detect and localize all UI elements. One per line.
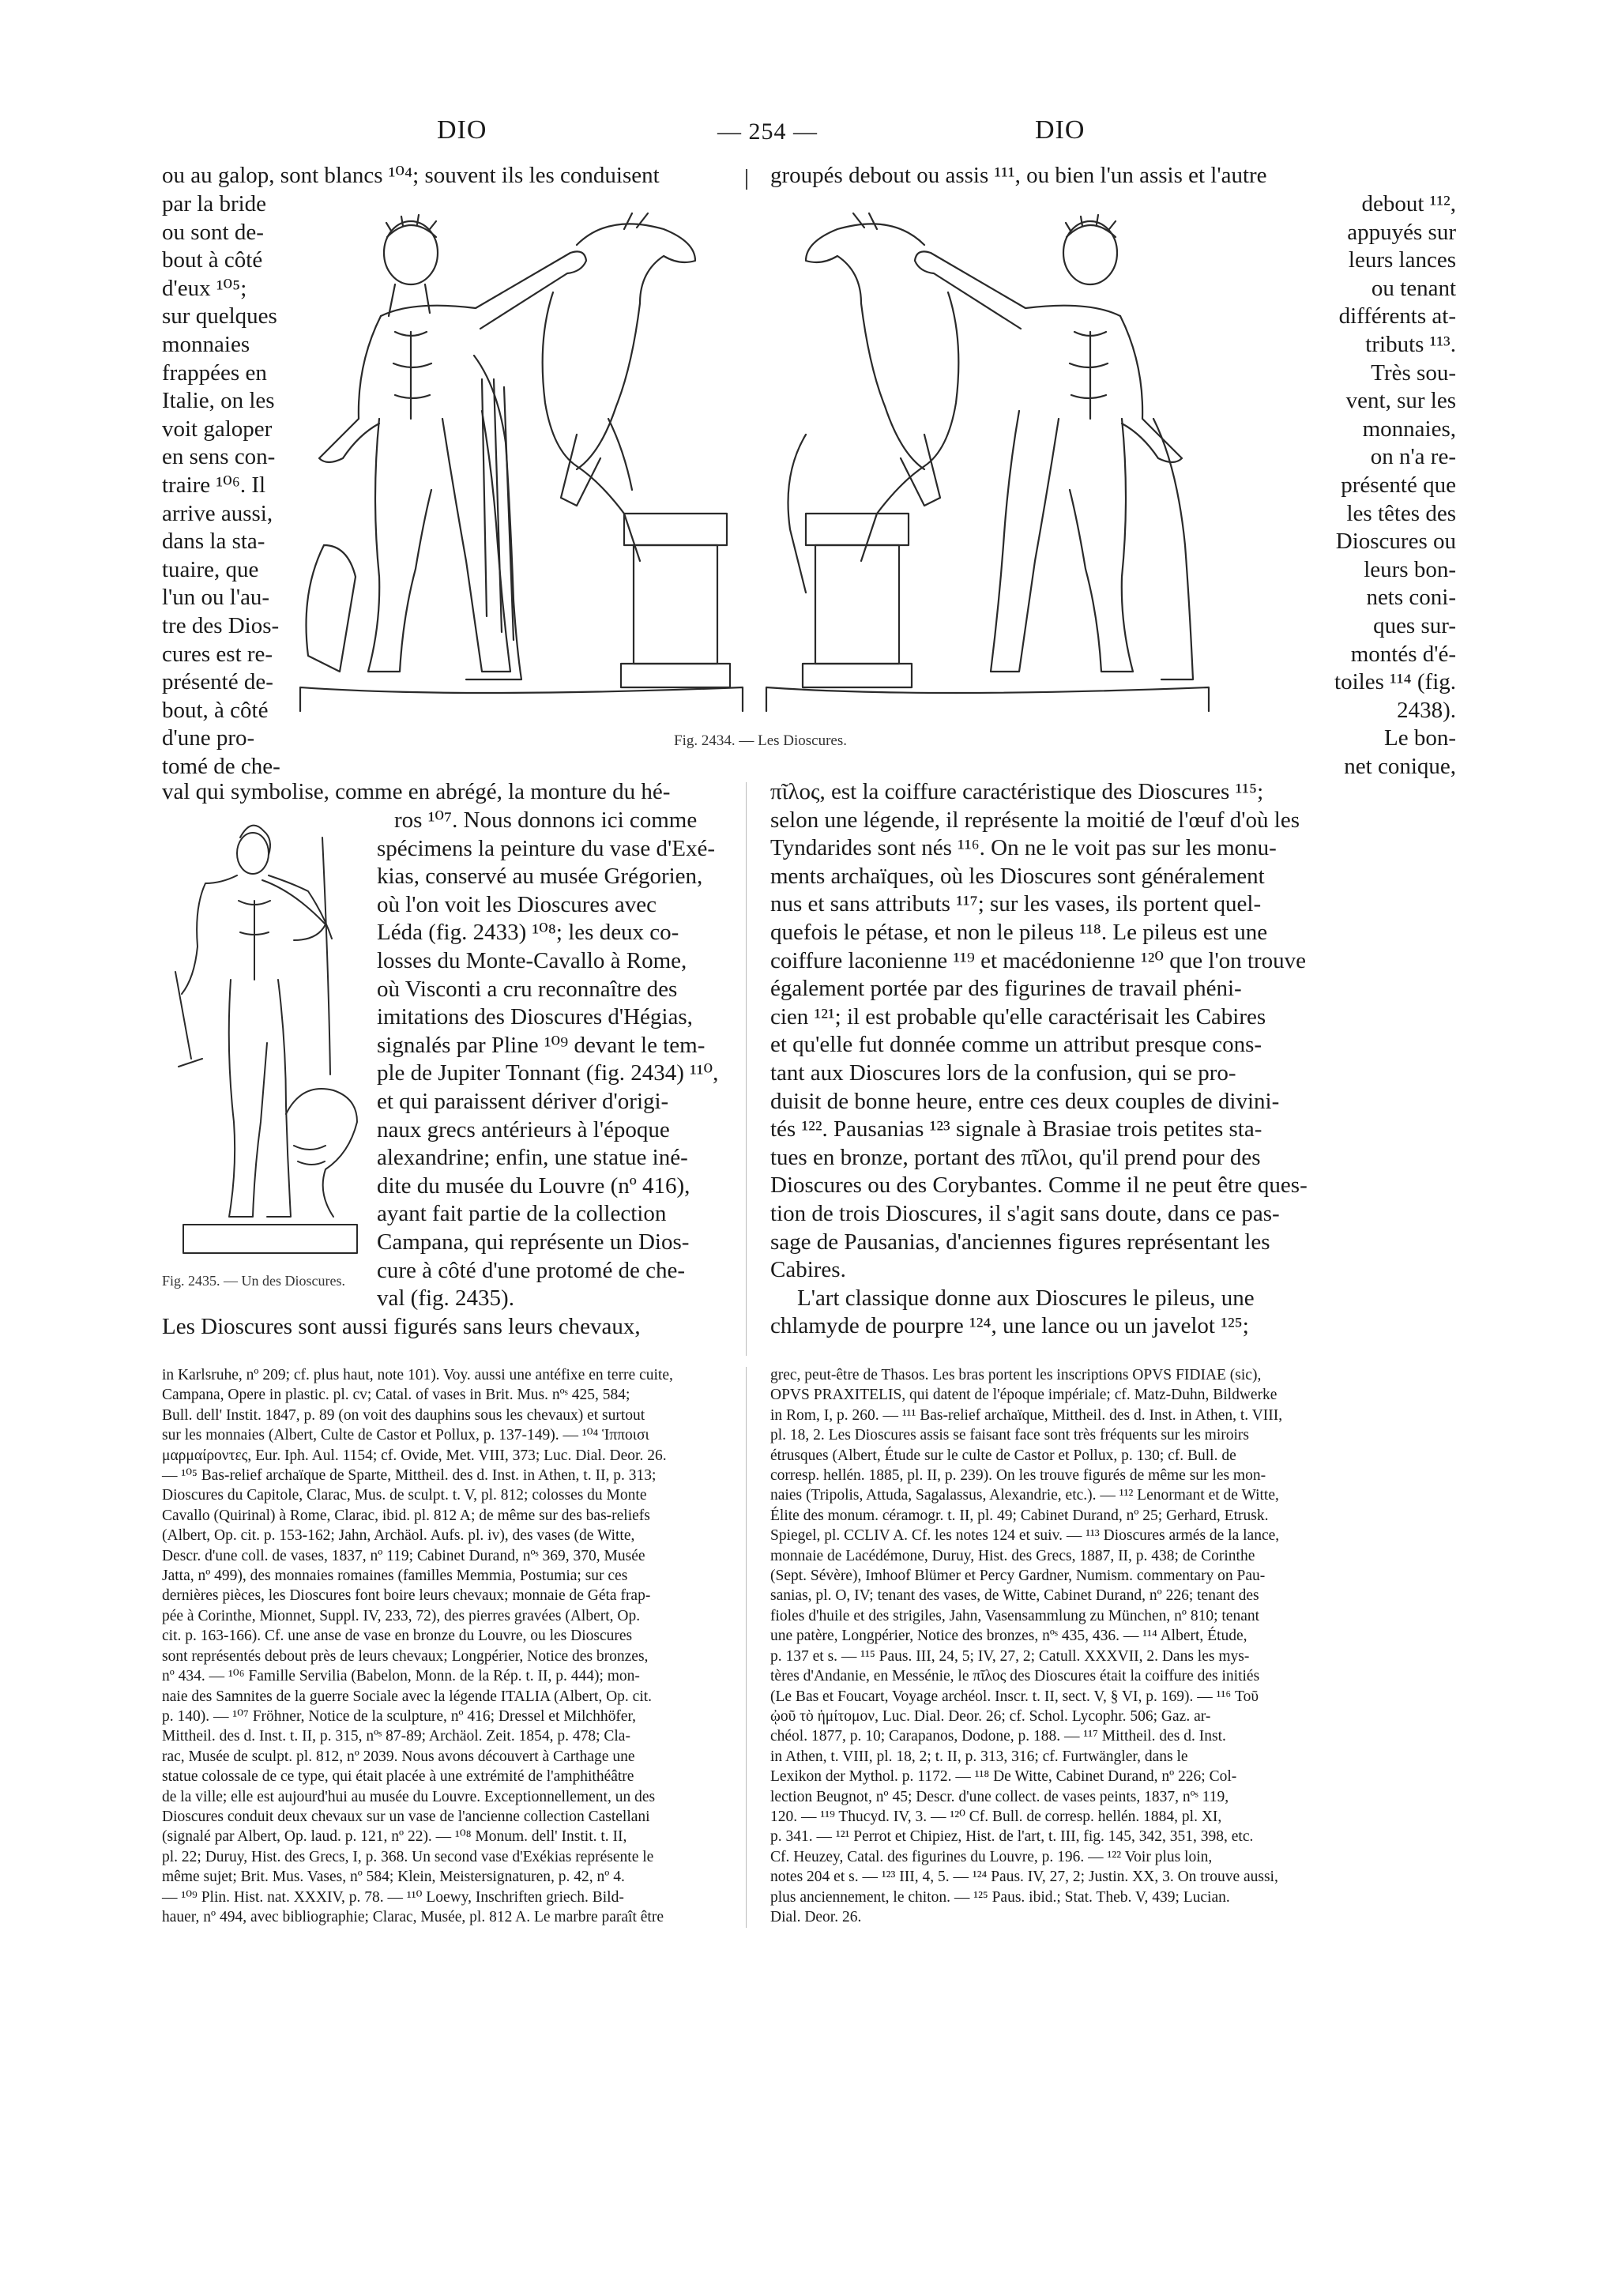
text-line: par la bride: [162, 191, 267, 216]
footnote-line: Dial. Deor. 26.: [770, 1908, 862, 1925]
text-line: duisit de bonne heure, entre ces deux couples de divini-: [770, 1088, 1280, 1114]
text-line: ros ¹⁰⁷. Nous donnons ici comme: [394, 807, 698, 833]
text-line: tomé de che-: [162, 753, 280, 779]
text-line: présenté que: [1341, 472, 1456, 498]
footnote-line: Élite des monum. céramogr. t. II, pl. 49; Cabinet Durand, nº 25; Gerhard, Etrusk.: [770, 1507, 1269, 1524]
footnote-line: (Le Bas et Foucart, Voyage archéol. Inscr. t. II, sect. V, § VI, p. 169). — ¹¹⁶ Τοῦ: [770, 1688, 1259, 1705]
footnote-line: in Rom, I, p. 260. — ¹¹¹ Bas-relief archaïque, Mittheil. des d. Inst. in Athen, t. VIII,: [770, 1406, 1283, 1424]
text-line: cure à côté d'une protomé de che-: [377, 1257, 686, 1283]
footnote-line: cit. p. 163-166). Cf. une anse de vase en bronze du Louvre, ou les Dioscures: [162, 1628, 633, 1645]
text-line: naux grecs antérieurs à l'époque: [377, 1116, 670, 1142]
footnote-line: une patère, Longpérier, Notice des bronzes, nºˢ 435, 436. — ¹¹⁴ Albert, Étude,: [770, 1628, 1247, 1645]
footnote-line: Mittheil. des d. Inst. t. II, p. 315, nºˢ 87-89; Archäol. Zeit. 1854, p. 478; Cla-: [162, 1728, 630, 1745]
text-line: ple de Jupiter Tonnant (fig. 2434) ¹¹⁰,: [377, 1060, 719, 1086]
footnote-line: chéol. 1877, p. 10; Carapanos, Dodone, p. 188. — ¹¹⁷ Mittheil. des d. Inst.: [770, 1728, 1226, 1745]
footnote-divider: [746, 1367, 747, 1928]
text-line: ou tenant: [1371, 275, 1456, 301]
text-line: coiffure laconienne ¹¹⁹ et macédonienne ¹²⁰ que l'on trouve: [770, 947, 1307, 973]
text-line: L'art classique donne aux Dioscures le pileus, une: [797, 1285, 1255, 1311]
footnote-line: p. 137 et s. — ¹¹⁵ Paus. III, 24, 5; IV, 27, 2; Catull. XXXVII, 2. Dans les mys-: [770, 1647, 1250, 1665]
figure-2435-illustration: [167, 814, 365, 1264]
text-line: monnaies,: [1362, 416, 1456, 442]
text-line: selon une légende, il représente la moitié de l'œuf d'où les: [770, 807, 1300, 833]
figure-2435-caption: Fig. 2435. — Un des Dioscures.: [162, 1273, 345, 1289]
text-line: d'eux ¹⁰⁵;: [162, 275, 247, 301]
text-line: Campana, qui représente un Dios-: [377, 1229, 690, 1255]
footnote-line: Campana, Opere in plastic. pl. cv; Catal. of vases in Brit. Mus. nºˢ 425, 584;: [162, 1387, 630, 1404]
page-number: — 254 —: [717, 119, 818, 145]
text-line: Très sou-: [1371, 359, 1456, 386]
text-line: Le bon-: [1384, 725, 1456, 751]
footnote-line: plus anciennement, le chiton. — ¹²⁵ Paus. ibid.; Stat. Theb. V, 439; Lucian.: [770, 1888, 1230, 1906]
column-rule-top: [746, 169, 747, 190]
text-line: arrive aussi,: [162, 500, 273, 526]
footnote-line: Cavallo (Quirinal) à Rome, Clarac, ibid. pl. 812 A; de même sur des bas-reliefs: [162, 1507, 650, 1524]
text-line: tion de trois Dioscures, il s'agit sans doute, dans ce pas-: [770, 1200, 1280, 1226]
text-line: ayant fait partie de la collection: [377, 1201, 667, 1227]
text-line: Tyndarides sont nés ¹¹⁶. On ne le voit pas sur les monu-: [770, 835, 1277, 861]
text-line: tant aux Dioscures lors de la confusion, qui se pro-: [770, 1060, 1236, 1086]
text-line: val (fig. 2435).: [377, 1285, 514, 1312]
text-line: montés d'é-: [1350, 641, 1456, 667]
text-line: d'une pro-: [162, 725, 255, 751]
footnote-line: sont représentés debout près de leurs chevaux; Longpérier, Notice des bronzes,: [162, 1647, 649, 1665]
text-line: bout, à côté: [162, 697, 269, 723]
text-line: en sens con-: [162, 444, 276, 470]
footnote-line: même sujet; Brit. Mus. Vases, nº 584; Klein, Meistersignaturen, p. 42, nº 4.: [162, 1869, 625, 1886]
text-line: tés ¹²². Pausanias ¹²³ signale à Brasiae trois petites sta-: [770, 1116, 1262, 1142]
left-first-line: ou au galop, sont blancs ¹⁰⁴; souvent ils les conduisent: [162, 163, 660, 188]
footnote-line: dernières pièces, les Dioscures font boire leurs chevaux; monnaie de Géta frap-: [162, 1587, 651, 1605]
footnote-line: Descr. d'une coll. de vases, 1837, nº 119; Cabinet Durand, nºˢ 369, 370, Musée: [162, 1547, 645, 1564]
footnote-line: — ¹⁰⁹ Plin. Hist. nat. XXXIV, p. 78. — ¹¹⁰ Loewy, Inschriften griech. Bild-: [162, 1888, 624, 1906]
text-line: signalés par Pline ¹⁰⁹ devant le tem-: [377, 1032, 706, 1058]
text-line: Dioscures ou des Corybantes. Comme il ne peut être ques-: [770, 1172, 1308, 1199]
footnote-line: Bull. dell' Instit. 1847, p. 89 (on voit des dauphins sous les chevaux) et surtout: [162, 1406, 645, 1424]
footnote-line: étrusques (Albert, Étude sur le culte de Castor et Pollux, p. 130; cf. Bull. de: [770, 1447, 1236, 1464]
column-divider: [746, 782, 747, 1356]
footnote-line: corresp. hellén. 1885, pl. II, p. 239). On les trouve figurés de même sur les mon-: [770, 1467, 1266, 1485]
footnote-line: in Athen, t. VIII, pl. 18, 2; t. II, p. 313, 316; cf. Furtwängler, dans le: [770, 1748, 1188, 1765]
text-line: appuyés sur: [1347, 219, 1456, 245]
footnote-line: μαρμαίροντες, Eur. Iph. Aul. 1154; cf. Ovide, Met. VIII, 373; Luc. Dial. Deor. 26.: [162, 1447, 667, 1464]
text-line: cien ¹²¹; il est probable qu'elle caractérisait les Cabires: [770, 1003, 1266, 1029]
footnote-line: hauer, nº 494, avec bibliographie; Clarac, Musée, pl. 812 A. Le marbre paraît être: [162, 1908, 664, 1925]
text-line: voit galoper: [162, 416, 273, 442]
footnote-line: notes 204 et s. — ¹²³ III, 4, 5. — ¹²⁴ Paus. IV, 27, 2; Justin. XX, 3. On trouve aussi,: [770, 1869, 1278, 1886]
figure-2434-caption: Fig. 2434. — Les Dioscures.: [674, 732, 848, 749]
footnote-line: (Albert, Op. cit. p. 153-162; Jahn, Archäol. Aufs. pl. iv), des vases (de Witte,: [162, 1527, 635, 1545]
text-line: kias, conservé au musée Grégorien,: [377, 864, 703, 890]
footnote-line: monnaie de Lacédémone, Duruy, Hist. des Grecs, 1887, II, p. 438; de Corinthe: [770, 1547, 1255, 1564]
footnote-line: (signalé par Albert, Op. laud. p. 121, nº 22). — ¹⁰⁸ Monum. dell' Instit. t. II,: [162, 1828, 627, 1846]
text-line: les têtes des: [1346, 500, 1456, 526]
text-line: sur quelques: [162, 303, 277, 329]
footnote-line: in Karlsruhe, nº 209; cf. plus haut, note 101). Voy. aussi une antéfixe en terre cuite,: [162, 1367, 673, 1383]
footnote-line: fioles d'huile et des strigiles, Jahn, Vasensammlung zu München, nº 810; tenant: [770, 1607, 1260, 1624]
footnote-line: OPVS PRAXITELIS, qui datent de l'époque impériale; cf. Matz-Duhn, Bildwerke: [770, 1387, 1277, 1404]
right-narrow-column: [1219, 190, 1456, 781]
footnote-line: sanias, pl. O, IV; tenant des vases, de Witte, Cabinet Durand, nº 226; tenant des: [770, 1587, 1259, 1605]
text-line: Italie, on les: [162, 388, 275, 414]
text-line: tues en bronze, portant des πῖλοι, qu'il prend pour des: [770, 1144, 1261, 1170]
text-line: chlamyde de pourpre ¹²⁴, une lance ou un javelot ¹²⁵;: [770, 1313, 1249, 1339]
right-first-line: groupés debout ou assis ¹¹¹, ou bien l'un assis et l'autre: [770, 163, 1267, 188]
footnote-line: p. 341. — ¹²¹ Perrot et Chipiez, Hist. de l'art, t. III, fig. 145, 342, 351, 398, etc.: [770, 1828, 1254, 1846]
text-line: également portée par des figurines de travail phéni-: [770, 976, 1242, 1002]
text-line: tre des Dios-: [162, 612, 280, 638]
text-line: où l'on voit les Dioscures avec: [377, 891, 657, 917]
footnote-line: de la ville; elle est aujourd'hui au musée du Louvre. Exceptionnellement, un des: [162, 1788, 656, 1805]
footnote-line: Dioscures conduit deux chevaux sur un vase de l'ancienne collection Castellani: [162, 1808, 650, 1825]
footnote-line: lection Beugnot, nº 45; Descr. d'une collect. de vases peints, 1837, nºˢ 119,: [770, 1788, 1229, 1805]
footnotes-right: [770, 1365, 1456, 1927]
footnote-line: tères d'Andanie, en Messénie, le πῖλος des Dioscures était la coiffure des initiés: [770, 1668, 1260, 1685]
text-line: leurs lances: [1348, 247, 1456, 273]
text-line: ou sont de-: [162, 219, 264, 245]
footnote-line: ᾠοῦ τὸ ἡμίτομον, Luc. Dial. Deor. 26; cf. Schol. Lycophr. 506; Gaz. ar-: [770, 1707, 1211, 1725]
footnote-line: rac, Musée de sculpt. pl. 812, nº 2039. Nous avons découvert à Carthage une: [162, 1748, 635, 1765]
footnote-line: — ¹⁰⁵ Bas-relief archaïque de Sparte, Mittheil. des d. Inst. in Athen, t. II, p. 313;: [162, 1467, 657, 1485]
text-line: alexandrine; enfin, une statue iné-: [377, 1145, 688, 1171]
text-line: et qu'elle fut donnée comme un attribut presque cons-: [770, 1032, 1262, 1058]
footnote-line: naie des Samnites de la guerre Sociale avec la légende ITALIA (Albert, Op. cit.: [162, 1688, 653, 1705]
text-line: dans la sta-: [162, 529, 265, 555]
text-line: nets coni-: [1366, 585, 1456, 611]
text-line: debout ¹¹²,: [1361, 191, 1456, 216]
footnotes-left: [162, 1365, 737, 1927]
text-line: dite du musée du Louvre (nº 416),: [377, 1172, 690, 1199]
right-body-paragraph-1: [770, 778, 1456, 1341]
text-line: sage de Pausanias, d'anciennes figures représentant les: [770, 1229, 1270, 1255]
text-line: monnaies: [162, 331, 250, 357]
text-line: leurs bon-: [1364, 556, 1456, 582]
footnote-line: Cf. Heuzey, Catal. des figurines du Louvre, p. 196. — ¹²² Voir plus loin,: [770, 1848, 1213, 1865]
text-line: losses du Monte-Cavallo à Rome,: [377, 947, 687, 973]
text-line: l'un ou l'au-: [162, 585, 270, 611]
text-line: vent, sur les: [1345, 388, 1456, 414]
text-line: ments archaïques, où les Dioscures sont généralement: [770, 863, 1265, 889]
footnote-line: statue colossale de ce type, qui était placée à une extrémité de l'amphithéâtre: [162, 1768, 634, 1786]
text-line: imitations des Dioscures d'Hégias,: [377, 1004, 693, 1030]
text-line: toiles ¹¹⁴ (fig.: [1334, 669, 1456, 695]
footnote-line: nº 434. — ¹⁰⁶ Famille Servilia (Babelon, Monn. de la Rép. t. II, p. 444); mon-: [162, 1668, 640, 1685]
text-line: frappées en: [162, 359, 267, 386]
text-line: présenté de-: [162, 669, 273, 695]
text-line: ques sur-: [1373, 612, 1456, 638]
text-line: spécimens la peinture du vase d'Exé-: [377, 835, 715, 861]
footnote-line: Spiegel, pl. CCLIV A. Cf. les notes 124 et suiv. — ¹¹³ Dioscures armés de la lance,: [770, 1527, 1280, 1545]
footnote-line: pée à Corinthe, Mionnet, Suppl. IV, 233, 72), des pierres gravées (Albert, Op.: [162, 1607, 641, 1624]
text-line: tributs ¹¹³.: [1365, 331, 1456, 357]
text-line: nus et sans attributs ¹¹⁷; sur les vases, ils portent quel-: [770, 891, 1262, 917]
footnote-line: 120. — ¹¹⁹ Thucyd. IV, 3. — ¹²⁰ Cf. Bull. de corresp. hellén. 1884, pl. XI,: [770, 1808, 1222, 1825]
text-line: tuaire, que: [162, 556, 259, 582]
text-line: différents at-: [1338, 303, 1456, 329]
left-last-line: Les Dioscures sont aussi figurés sans leurs chevaux,: [162, 1314, 641, 1339]
footnote-line: Dioscures du Capitole, Clarac, Mus. de sculpt. t. V, pl. 812; colosses du Monte: [162, 1487, 647, 1504]
footnote-line: Lexikon der Mythol. p. 1172. — ¹¹⁸ De Witte, Cabinet Durand, nº 226; Col-: [770, 1768, 1237, 1786]
text-line: Cabires.: [770, 1257, 846, 1283]
footnote-line: pl. 18, 2. Les Dioscures assis se faisant face sont très fréquents sur les miroirs: [770, 1427, 1249, 1444]
text-line: où Visconti a cru reconnaître des: [377, 976, 678, 1002]
text-line: cures est re-: [162, 641, 273, 667]
text-line: net conique,: [1344, 753, 1456, 779]
footnote-line: naies (Tripolis, Attuda, Sagalassus, Alexandrie, etc.). — ¹¹² Lenormant et de Witte,: [770, 1487, 1279, 1504]
figure-2434-illustration: [292, 198, 1225, 719]
footnote-line: pl. 22; Duruy, Hist. des Grecs, I, p. 368. Un second vase d'Exékias représente le: [162, 1848, 654, 1865]
footnote-line: Jatta, nº 499), des monnaies romaines (familles Memmia, Postumia; sur ces: [162, 1568, 628, 1585]
text-line: quefois le pétase, et non le pileus ¹¹⁸. Le pileus est une: [770, 919, 1268, 945]
footnote-line: grec, peut-être de Thasos. Les bras portent les inscriptions OPVS FIDIAE (sic),: [770, 1367, 1262, 1383]
running-head-left: DIO: [437, 115, 487, 145]
text-line: bout à côté: [162, 247, 263, 273]
footnote-line: (Sept. Sévère), Imhoof Blümer et Percy Gardner, Numism. commentary on Pau-: [770, 1568, 1266, 1585]
text-line: 2438).: [1397, 697, 1456, 723]
text-line: on n'a re-: [1370, 444, 1456, 470]
text-line: Dioscures ou: [1335, 529, 1456, 555]
text-line: traire ¹⁰⁶. Il: [162, 472, 266, 498]
text-line: πῖλος, est la coiffure caractéristique des Dioscures ¹¹⁵;: [770, 779, 1264, 804]
text-line: Léda (fig. 2433) ¹⁰⁸; les deux co-: [377, 920, 679, 946]
left-full-line: val qui symbolise, comme en abrégé, la monture du hé-: [162, 779, 671, 804]
running-head-right: DIO: [1035, 115, 1086, 145]
left-text-beside-figure: [377, 807, 736, 1313]
footnote-line: p. 140). — ¹⁰⁷ Fröhner, Notice de la sculpture, nº 416; Dressel et Milchhöfer,: [162, 1707, 637, 1725]
text-line: et qui paraissent dériver d'origi-: [377, 1088, 669, 1114]
footnote-line: sur les monnaies (Albert, Culte de Castor et Pollux, p. 137-149). — ¹⁰⁴ Ἱπποισι: [162, 1427, 649, 1444]
